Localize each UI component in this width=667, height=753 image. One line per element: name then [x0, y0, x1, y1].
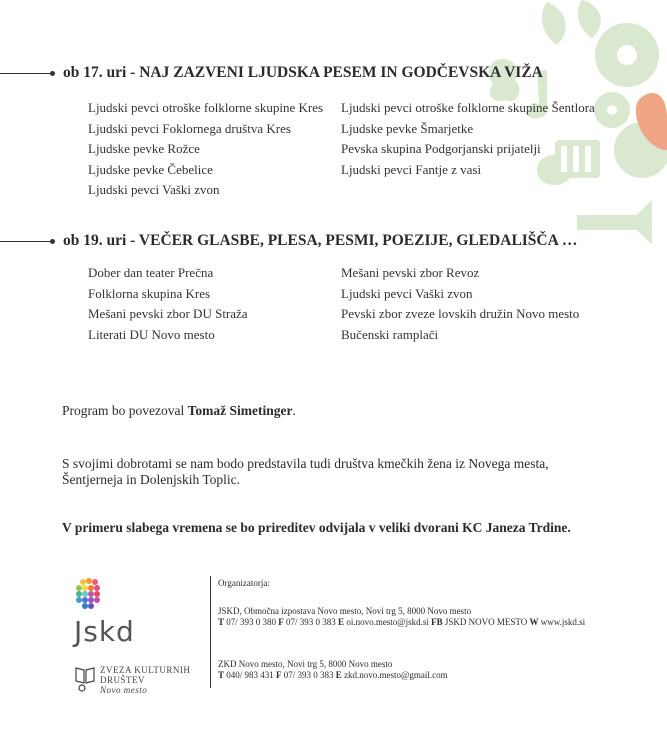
list-item: Ljudski pevci otroške folklorne skupine Kres — [88, 100, 324, 115]
zkd-logo: ZVEZA KULTURNIH DRUŠTEV Novo mesto — [74, 665, 190, 695]
list-item: Pevska skupina Podgorjanski prijatelji — [341, 141, 541, 156]
list-item: Pevski zbor zveze lovskih družin Novo mesto — [341, 306, 580, 321]
list-item: Literati DU Novo mesto — [88, 326, 215, 342]
section-heading-text: ob 17. uri - NAJ ZAZVENI LJUDSKA PESEM IN GODČEVSKA VIŽA — [63, 64, 543, 81]
logo-area — [74, 578, 190, 695]
heading-rule — [0, 73, 52, 74]
host-name: Tomaž Simetinger — [187, 403, 293, 418]
list-item: Dober dan teater Prečna — [88, 265, 214, 280]
list-item: Ljudski pevci otroške folklorne skupine Šentlora — [341, 100, 595, 115]
leaf-icon — [542, 2, 566, 45]
performers-right-17h — [341, 98, 595, 180]
heading-bullet — [50, 71, 55, 76]
list-item: Mešani pevski zbor Revoz — [341, 265, 480, 280]
list-item: Ljudske pevke Čebelice — [88, 161, 213, 177]
women-societies-note: S svojimi dobrotami se nam bodo predstavila tudi društva kmečkih žena iz Novega mesta, Šentjerneja in Dolenjskih Toplic. — [62, 456, 549, 487]
jskd-logo-text: Jskd — [74, 615, 135, 648]
zkd-contact: ZKD Novo mesto, Novi trg 5, 8000 Novo mesto T 040/ 983 431 F 07/ 393 0 383 E zkd.novo.mesto@gmail.com — [218, 659, 448, 680]
list-item: Ljudski pevci Fantje z vasi — [341, 161, 482, 177]
weather-note: V primeru slabega vremena se bo prireditev odvijala v veliki dvorani KC Janeza Trdine. — [62, 520, 571, 535]
section-heading-17h — [0, 64, 543, 82]
list-item: Ljudski pevci Vaški zvon — [341, 285, 473, 301]
jskd-contact: JSKD, Območna izpostava Novo mesto, Novi trg 5, 8000 Novo mesto T 07/ 393 0 380 F 07/ 393 0 383 E oi.novo.mesto@jskd.si FB JSKD NOVO MESTO W www.jskd.si — [218, 606, 586, 627]
list-item: Ljudski pevci Foklornega društva Kres — [88, 120, 291, 136]
leaf-icon — [578, 0, 601, 38]
list-item: Ljudske pevke Rožce — [88, 141, 200, 156]
performers-left-19h — [88, 263, 248, 345]
organizers-label: Organizatorja: — [218, 578, 270, 588]
list-item: Ljudske pevke Šmarjetke — [341, 120, 474, 136]
performers-right-19h — [341, 263, 579, 345]
jskd-website-link[interactable]: www.jskd.si — [540, 617, 586, 627]
zkd-email-link[interactable]: zkd.novo.mesto@gmail.com — [344, 670, 448, 680]
jskd-email-link[interactable]: oi.novo.mesto@jskd.si — [346, 617, 429, 627]
section-heading-text: ob 19. uri - VEČER GLASBE, PLESA, PESMI, POEZIJE, GLEDALIŠČA … — [63, 232, 578, 249]
list-item: Folklorna skupina Kres — [88, 285, 211, 301]
list-item: Bučenski ramplači — [341, 326, 439, 342]
heading-bullet — [50, 239, 55, 244]
host-note: Program bo povezoval Tomaž Simetinger. — [62, 403, 296, 418]
section-heading-19h — [0, 232, 577, 250]
jskd-color-logo-icon — [74, 578, 104, 610]
footer-divider — [210, 576, 211, 688]
heading-rule — [0, 241, 52, 242]
list-item: Ljudski pevci Vaški zvon — [88, 182, 220, 197]
trumpet-icon — [577, 200, 652, 245]
performers-left-17h — [88, 98, 323, 201]
list-item: Mešani pevski zbor DU Straža — [88, 306, 248, 321]
zkd-book-icon — [74, 665, 96, 693]
